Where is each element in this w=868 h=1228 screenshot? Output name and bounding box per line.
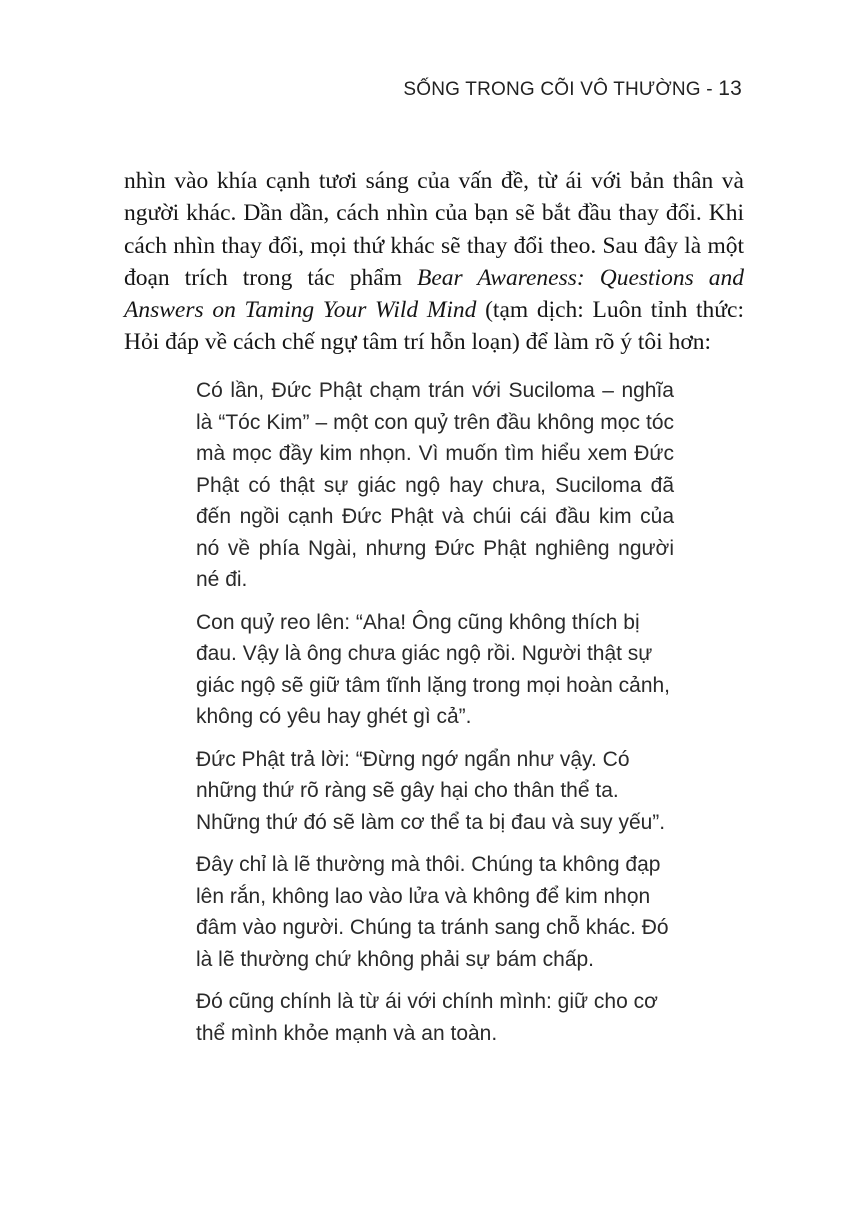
cited-book-title: Bear Awareness: Questions and Answers on Taming Your Wild Mind bbox=[124, 264, 744, 324]
quote-paragraph-4: Đây chỉ là lẽ thường mà thôi. Chúng ta không đạp lên rắn, không lao vào lửa và không để kim nhọn đâm vào người. Chúng ta tránh sang chỗ khác. Đó là lẽ thường chứ không phải sự bám chấp. bbox=[196, 853, 669, 971]
page-number: 13 bbox=[718, 77, 742, 100]
quote-paragraph-5: Đó cũng chính là từ ái với chính mình: giữ cho cơ thể mình khỏe mạnh và an toàn. bbox=[196, 990, 658, 1045]
body-text-part1: nhìn vào khía cạnh tươi sáng của vấn đề, từ ái với bản thân và người khác. Dần dần, cách nhìn của bạn sẽ bắt đầu thay đổi. Khi cách nhìn thay đổi, mọi thứ khác sẽ thay đổi theo. Sau đây là một đoạn trích trong tác phẩm bbox=[124, 168, 744, 291]
quote-paragraph-2: Con quỷ reo lên: “Aha! Ông cũng không thích bị đau. Vậy là ông chưa giác ngộ rồi. Người thật sự giác ngộ sẽ giữ tâm tĩnh lặng trong mọi hoàn cảnh, không có yêu hay ghét gì cả”. bbox=[196, 610, 671, 728]
body-paragraph bbox=[124, 165, 744, 359]
body-text-part2: (tạm dịch: Luôn tỉnh thức: Hỏi đáp về cách chế ngự tâm trí hỗn loạn) để làm rõ ý tôi hơn: bbox=[124, 297, 744, 356]
quote-paragraph-3: Đức Phật trả lời: “Đừng ngớ ngẩn như vậy. Có những thứ rõ ràng sẽ gây hại cho thân thể ta. Những thứ đó sẽ làm cơ thể ta bị đau và suy yếu”. bbox=[196, 747, 666, 834]
quote-block bbox=[196, 375, 674, 1060]
book-title-header: SỐNG TRONG CÕI VÔ THƯỜNG - bbox=[403, 79, 719, 100]
running-header bbox=[403, 77, 742, 101]
quote-paragraph-1: Có lần, Đức Phật chạm trán với Suciloma – nghĩa là “Tóc Kim” – một con quỷ trên đầu không mọc tóc mà mọc đầy kim nhọn. Vì muốn tìm hiểu xem Đức Phật có thật sự giác ngộ hay chưa, Suciloma đã đến ngồi cạnh Đức Phật và chúi cái đầu kim của nó về phía Ngài, nhưng Đức Phật nghiêng người né đi. bbox=[196, 379, 674, 591]
